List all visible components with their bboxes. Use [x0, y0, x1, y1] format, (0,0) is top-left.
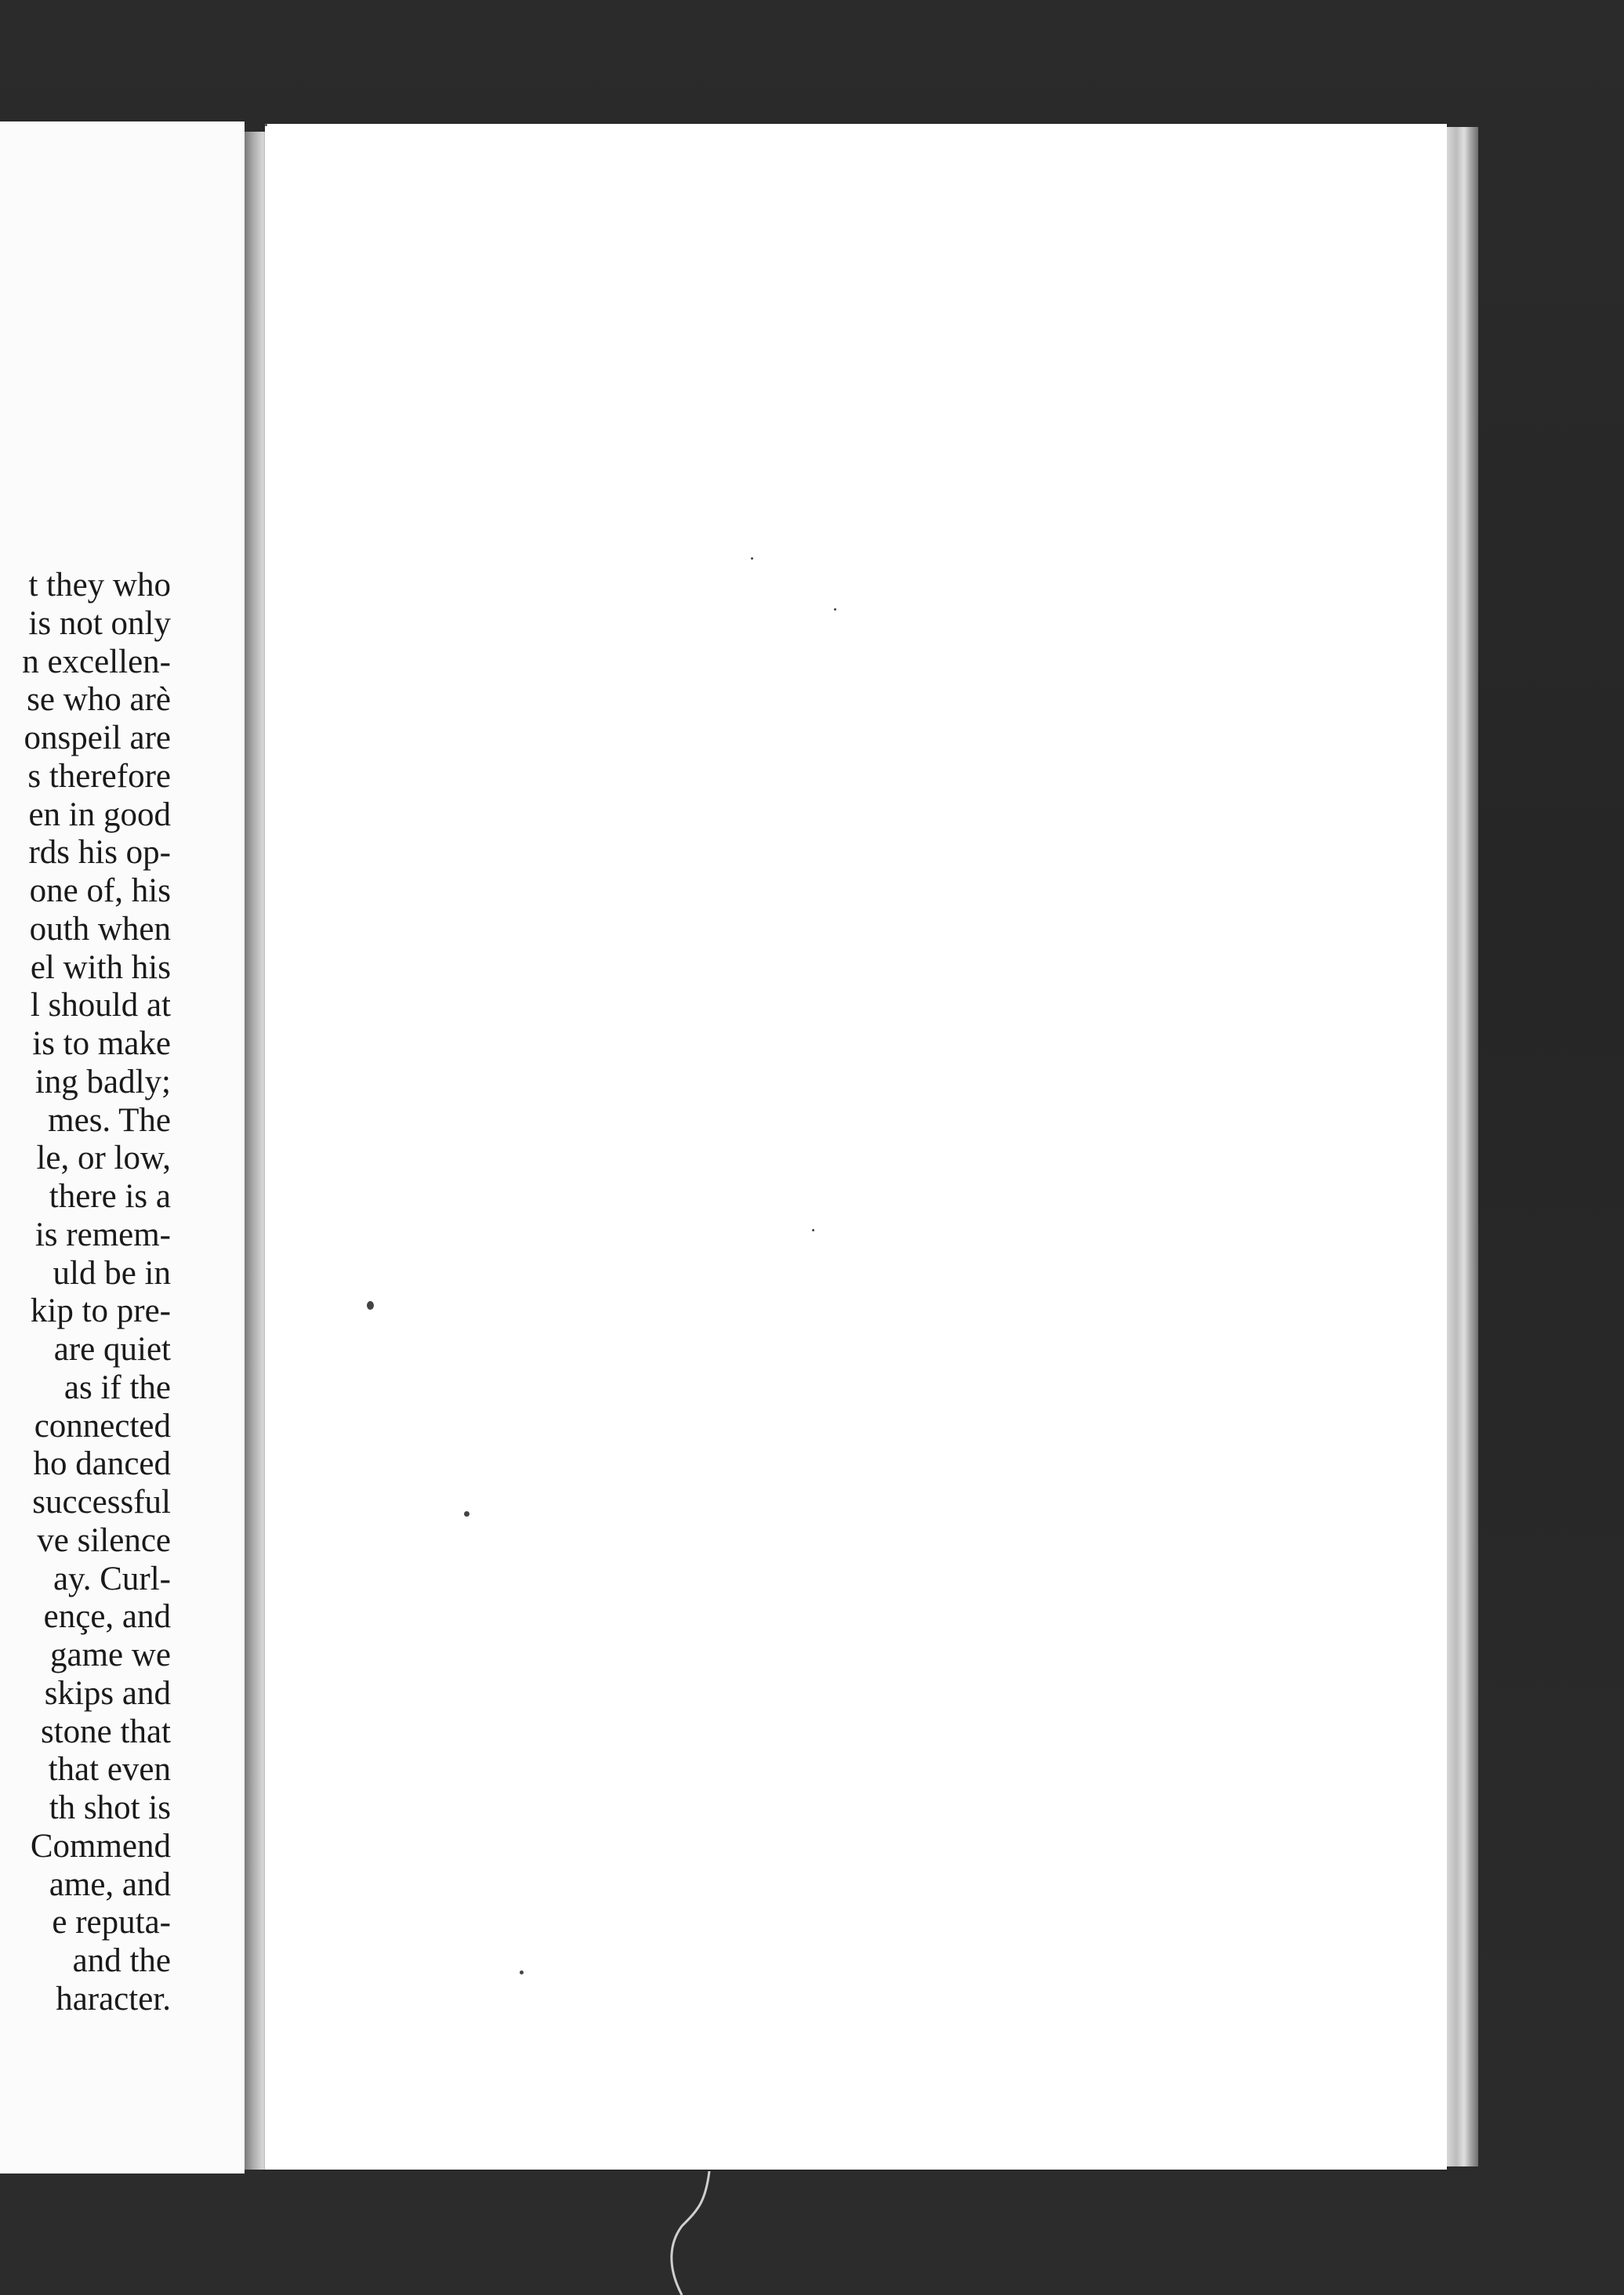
text-line: is to make [32, 1025, 171, 1062]
text-line: se who arè [27, 681, 171, 719]
ribbon-cord [666, 2171, 713, 2295]
text-line: rds his op- [28, 834, 171, 872]
text-line: outh when [29, 910, 171, 948]
text-line: one of, his [29, 872, 171, 909]
text-line: kip to pre- [30, 1293, 171, 1330]
text-line: en in good [28, 796, 171, 833]
text-line: haracter. [56, 1980, 171, 2018]
text-line: s therefore [27, 757, 171, 795]
text-line: and the [72, 1942, 171, 1979]
text-line: that even [48, 1751, 171, 1789]
paper-speck [520, 1971, 524, 1974]
text-line: are quiet [53, 1331, 171, 1368]
text-line: ençe, and [43, 1598, 171, 1636]
text-line: l should at [30, 987, 171, 1024]
paper-speck [265, 124, 267, 126]
text-line: ay. Curl- [53, 1560, 171, 1597]
text-line: connected [34, 1407, 171, 1445]
text-line: is not only [28, 604, 171, 642]
right-page-blank [265, 124, 1447, 2170]
text-line: e reputa- [52, 1904, 171, 1942]
text-line: t they who [28, 567, 171, 604]
text-line: mes. The [48, 1101, 171, 1139]
text-line: ho danced [33, 1445, 171, 1483]
paper-speck [834, 608, 836, 611]
text-line: ve silence [37, 1521, 171, 1559]
page-edges [1447, 127, 1478, 2166]
paper-speck [464, 1511, 469, 1517]
text-line: game we [49, 1637, 171, 1673]
text-line: Commend [30, 1827, 171, 1865]
text-line: el with his [30, 948, 171, 986]
text-line: there is a [49, 1178, 171, 1215]
text-line: n excellen- [22, 643, 171, 680]
text-line: ame, and [49, 1865, 171, 1903]
paper-speck [812, 1229, 814, 1231]
text-line: th shot is [49, 1789, 171, 1826]
paper-speck [367, 1301, 374, 1310]
text-line: le, or low, [36, 1140, 171, 1177]
paper-speck [751, 557, 753, 560]
text-line: is remem- [34, 1216, 171, 1253]
text-line: skips and [44, 1674, 171, 1712]
text-line: onspeil are [24, 720, 171, 756]
text-line: successful [32, 1484, 171, 1521]
text-line: ing badly; [34, 1063, 171, 1100]
text-line: uld be in [53, 1254, 171, 1292]
text-line: as if the [63, 1369, 171, 1406]
text-line: stone that [41, 1713, 171, 1750]
left-page-text [0, 567, 171, 2019]
left-page [0, 121, 245, 2174]
